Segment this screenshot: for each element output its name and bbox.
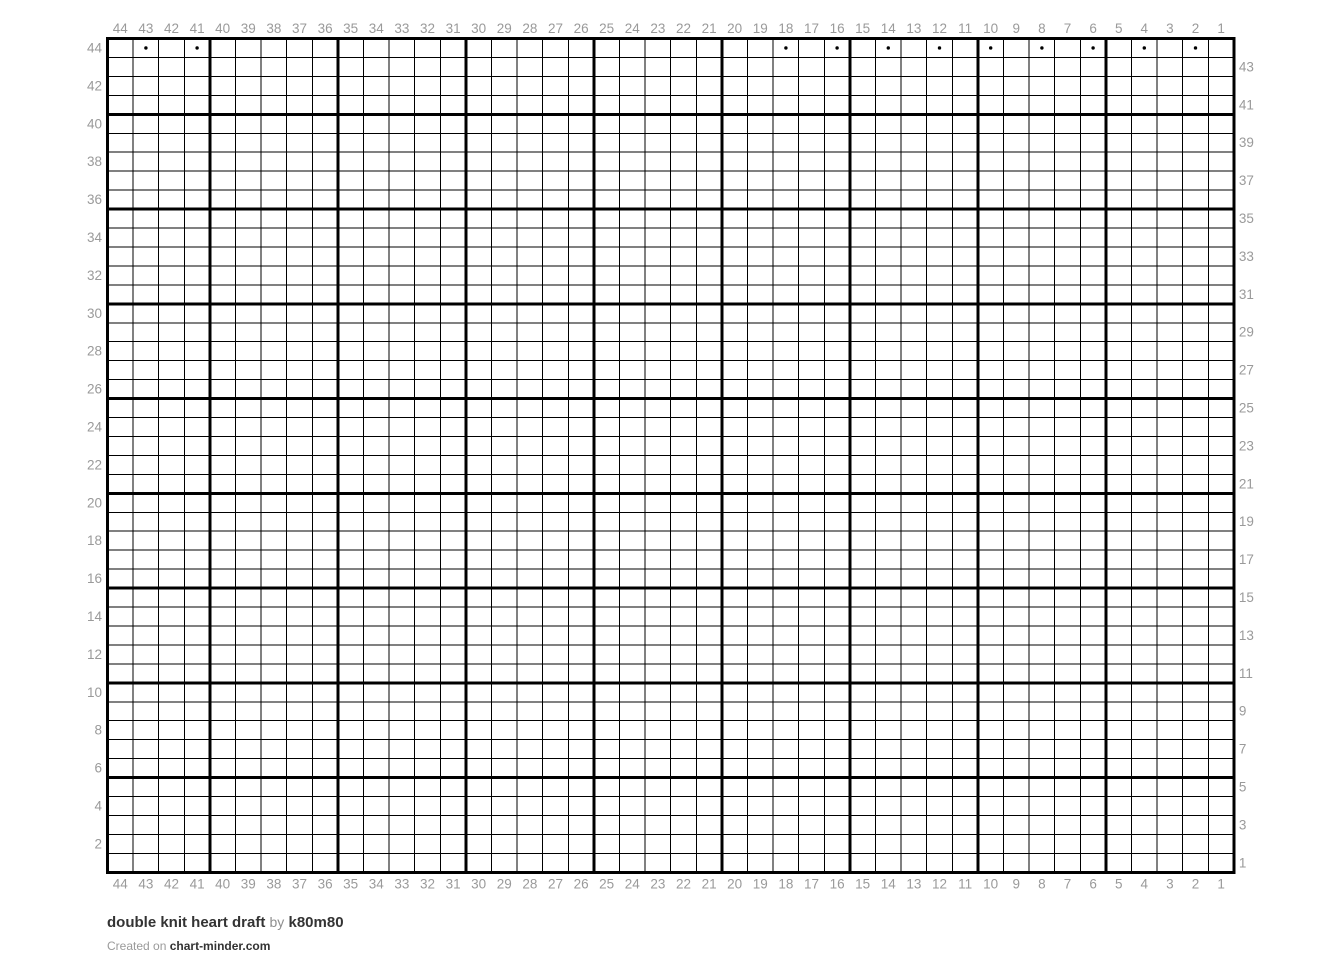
column-label-top: 4: [1140, 21, 1149, 36]
row-label-left: 16: [86, 571, 102, 587]
purl-dot: [835, 46, 838, 49]
column-label-top: 29: [496, 21, 512, 36]
column-label-bottom: 4: [1140, 876, 1149, 892]
row-label-left: 34: [86, 229, 102, 245]
column-label-top: 26: [573, 21, 589, 36]
row-label-right: 31: [1238, 286, 1254, 302]
row-label-right: 7: [1238, 741, 1247, 757]
column-label-bottom: 18: [778, 876, 794, 892]
column-label-bottom: 13: [906, 876, 922, 892]
column-label-top: 15: [855, 21, 871, 36]
column-label-top: 33: [394, 21, 410, 36]
row-label-right: 37: [1238, 173, 1254, 189]
column-label-bottom: 39: [240, 876, 256, 892]
column-label-top: 2: [1191, 21, 1200, 36]
credit-site-name: chart-minder.com: [169, 939, 271, 953]
chart-title-line: [107, 913, 344, 932]
column-label-top: 25: [599, 21, 615, 36]
column-label-bottom: 24: [624, 876, 640, 892]
column-label-bottom: 41: [189, 876, 205, 892]
column-label-bottom: 20: [727, 876, 743, 892]
row-label-left: 38: [86, 154, 102, 170]
purl-dot: [1194, 46, 1197, 49]
column-label-bottom: 5: [1114, 876, 1123, 892]
column-label-bottom: 30: [471, 876, 487, 892]
row-label-left: 44: [86, 40, 102, 56]
row-label-right: 1: [1238, 855, 1247, 871]
row-label-right: 13: [1238, 627, 1254, 643]
column-label-bottom: 19: [752, 876, 768, 892]
row-label-left: 32: [86, 267, 102, 283]
purl-dot: [938, 46, 941, 49]
column-label-bottom: 7: [1063, 876, 1072, 892]
column-label-bottom: 22: [675, 876, 692, 892]
row-label-left: 8: [94, 722, 102, 738]
column-label-top: 36: [317, 21, 333, 36]
purl-dot: [144, 46, 147, 49]
row-label-right: 21: [1238, 476, 1254, 492]
purl-dot: [887, 46, 890, 49]
row-label-left: 28: [86, 343, 102, 359]
column-label-top: 21: [701, 21, 717, 36]
column-label-bottom: 28: [522, 876, 538, 892]
credit-prefix: Created on: [107, 939, 167, 953]
column-label-top: 44: [112, 21, 128, 36]
column-label-bottom: 37: [291, 876, 308, 892]
column-label-top: 27: [547, 21, 564, 36]
column-label-top: 28: [522, 21, 538, 36]
purl-dot: [1091, 46, 1094, 49]
row-label-left: 4: [94, 798, 102, 814]
row-label-right: 33: [1238, 248, 1254, 264]
column-label-bottom: 35: [343, 876, 359, 892]
column-label-bottom: 25: [599, 876, 615, 892]
byline-connector: by: [269, 914, 285, 930]
column-label-top: 38: [266, 21, 282, 36]
row-label-left: 42: [86, 78, 102, 94]
row-label-left: 6: [94, 760, 102, 776]
row-label-right: 43: [1238, 59, 1254, 75]
row-label-left: 12: [86, 646, 102, 662]
row-label-right: 23: [1238, 438, 1254, 454]
purl-dot: [195, 46, 198, 49]
column-label-bottom: 26: [573, 876, 589, 892]
column-label-top: 30: [471, 21, 487, 36]
column-label-top: 6: [1089, 21, 1097, 36]
credit-line: [107, 939, 270, 954]
column-label-top: 35: [343, 21, 359, 36]
row-label-left: 2: [94, 836, 102, 852]
row-label-left: 20: [86, 495, 102, 511]
column-label-top: 10: [983, 21, 999, 36]
column-label-top: 14: [880, 21, 896, 36]
column-label-top: 18: [778, 21, 794, 36]
column-label-top: 19: [752, 21, 768, 36]
column-label-top: 23: [650, 21, 666, 36]
row-label-left: 10: [86, 684, 102, 700]
column-label-top: 43: [138, 21, 154, 36]
row-label-right: 15: [1238, 590, 1254, 606]
column-label-bottom: 2: [1191, 876, 1200, 892]
row-label-right: 41: [1238, 97, 1254, 113]
column-label-top: 1: [1217, 21, 1225, 36]
row-label-left: 36: [86, 192, 102, 208]
column-label-top: 31: [445, 21, 461, 36]
row-label-left: 22: [86, 457, 102, 473]
row-label-right: 25: [1238, 400, 1254, 416]
column-label-bottom: 11: [958, 876, 973, 892]
column-label-top: 9: [1012, 21, 1021, 36]
column-label-top: 7: [1063, 21, 1072, 36]
column-label-top: 39: [240, 21, 256, 36]
column-label-bottom: 10: [983, 876, 999, 892]
row-label-right: 11: [1238, 665, 1253, 681]
row-label-right: 27: [1238, 362, 1254, 378]
chart-author: k80m80: [288, 914, 344, 931]
column-label-top: 34: [368, 21, 384, 36]
column-label-bottom: 21: [701, 876, 717, 892]
column-label-top: 11: [958, 21, 973, 36]
column-label-top: 8: [1038, 21, 1046, 36]
column-label-top: 24: [624, 21, 640, 36]
column-label-bottom: 27: [547, 876, 564, 892]
column-label-bottom: 12: [931, 876, 948, 892]
column-label-bottom: 29: [496, 876, 512, 892]
row-label-right: 39: [1238, 135, 1254, 151]
column-label-bottom: 42: [163, 876, 180, 892]
column-label-bottom: 9: [1012, 876, 1021, 892]
column-label-bottom: 16: [829, 876, 845, 892]
column-label-bottom: 32: [419, 876, 436, 892]
purl-dot: [989, 46, 992, 49]
column-label-top: 37: [291, 21, 308, 36]
column-label-bottom: 17: [803, 876, 820, 892]
row-label-right: 19: [1238, 514, 1254, 530]
column-label-bottom: 15: [855, 876, 871, 892]
row-label-right: 29: [1238, 324, 1254, 340]
column-label-bottom: 31: [445, 876, 461, 892]
column-label-top: 20: [727, 21, 743, 36]
column-label-top: 22: [675, 21, 692, 36]
column-label-top: 41: [189, 21, 205, 36]
column-label-bottom: 34: [368, 876, 384, 892]
row-label-right: 35: [1238, 211, 1254, 227]
column-label-bottom: 23: [650, 876, 666, 892]
chart-title: double knit heart draft: [107, 914, 266, 931]
row-label-left: 14: [86, 608, 102, 624]
column-label-bottom: 43: [138, 876, 154, 892]
purl-dot: [1143, 46, 1146, 49]
row-label-right: 3: [1238, 817, 1247, 833]
column-label-bottom: 44: [112, 876, 128, 892]
column-label-bottom: 36: [317, 876, 333, 892]
column-label-top: 16: [829, 21, 845, 36]
column-label-top: 5: [1114, 21, 1123, 36]
row-label-right: 5: [1238, 779, 1247, 795]
column-label-bottom: 1: [1217, 876, 1225, 892]
column-label-bottom: 14: [880, 876, 896, 892]
column-label-bottom: 33: [394, 876, 410, 892]
column-label-bottom: 8: [1038, 876, 1046, 892]
column-label-top: 17: [803, 21, 820, 36]
row-label-left: 26: [86, 381, 102, 397]
row-label-left: 18: [86, 533, 102, 549]
column-label-top: 12: [931, 21, 948, 36]
column-label-bottom: 40: [215, 876, 231, 892]
row-label-left: 24: [86, 419, 102, 435]
column-label-top: 32: [419, 21, 436, 36]
purl-dot: [1040, 46, 1043, 49]
column-label-top: 3: [1166, 21, 1174, 36]
column-label-top: 40: [215, 21, 231, 36]
column-label-bottom: 3: [1166, 876, 1174, 892]
row-label-left: 40: [86, 116, 102, 132]
row-label-left: 30: [86, 305, 102, 321]
column-label-bottom: 38: [266, 876, 282, 892]
column-label-top: 42: [163, 21, 180, 36]
column-label-bottom: 6: [1089, 876, 1097, 892]
row-label-right: 9: [1238, 703, 1247, 719]
purl-dot: [784, 46, 787, 49]
column-label-top: 13: [906, 21, 922, 36]
row-label-right: 17: [1238, 552, 1254, 568]
